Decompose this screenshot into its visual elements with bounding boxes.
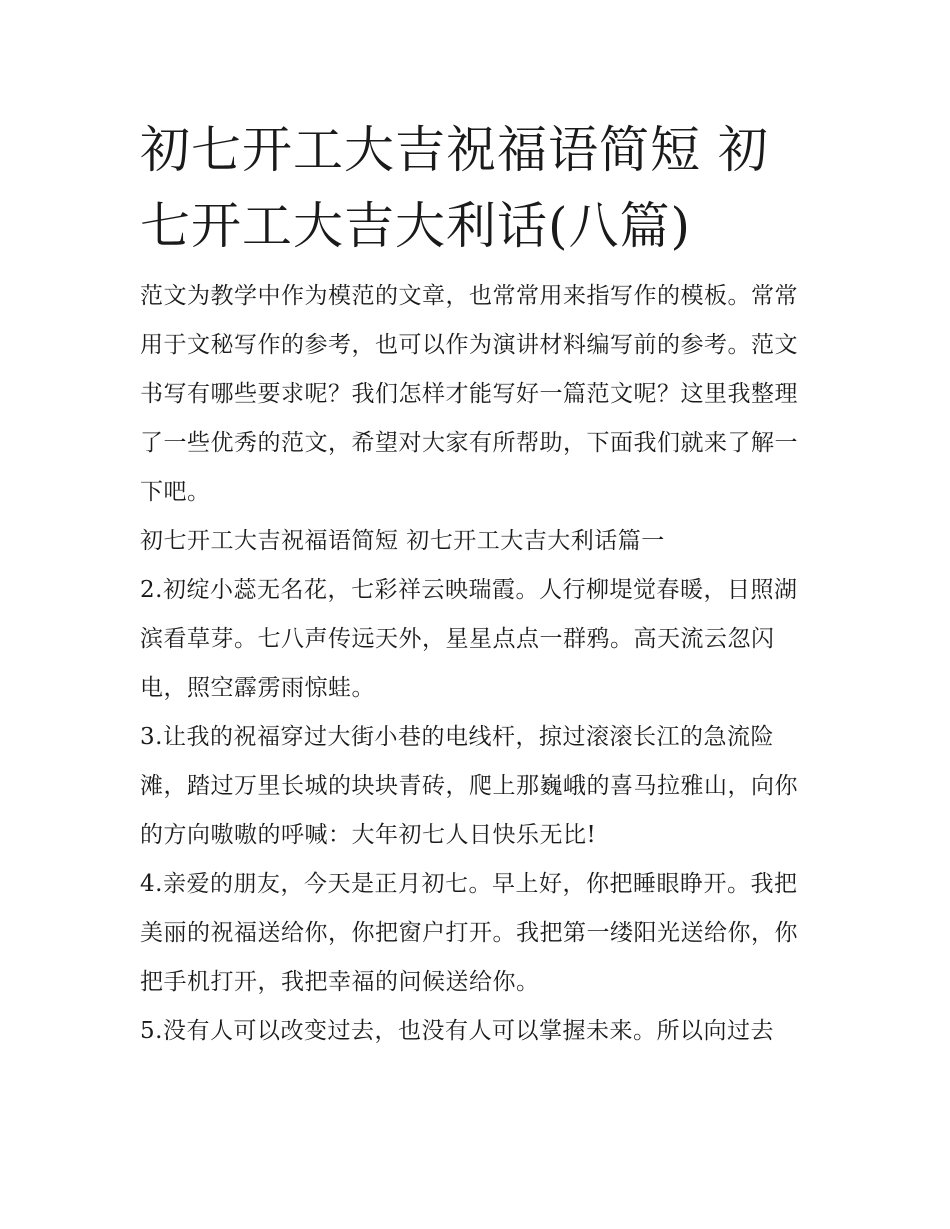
blessing-paragraph-2: 2.初绽小蕊无名花，七彩祥云映瑞霞。人行柳堤觉春暖，日照湖滨看草芽。七八声传远天外，星星点点一群鸦。高天流云忽闪电，照空霹雳雨惊蛙。 bbox=[140, 577, 798, 701]
intro-paragraph: 范文为教学中作为模范的文章，也常常用来指写作的模板。常常用于文秘写作的参考，也可以作为演讲材料编写前的参考。范文书写有哪些要求呢？我们怎样才能写好一篇范文呢？这里我整理了一些优秀的范文，希望对大家有所帮助，下面我们就来了解一下吧。 bbox=[140, 283, 798, 505]
section-heading: 初七开工大吉祝福语简短 初七开工大吉大利话篇一 bbox=[140, 528, 665, 554]
blessing-paragraph-3: 3.让我的祝福穿过大街小巷的电线杆，掠过滚滚长江的急流险滩，踏过万里长城的块块青砖，爬上那巍峨的喜马拉雅山，向你的方向嗷嗷的呼喊：大年初七人日快乐无比! bbox=[140, 724, 798, 848]
document-page bbox=[140, 112, 812, 1056]
blessing-paragraph-4: 4.亲爱的朋友，今天是正月初七。早上好，你把睡眼睁开。我把美丽的祝福送给你，你把窗户打开。我把第一缕阳光送给你，你把手机打开，我把幸福的问候送给你。 bbox=[140, 871, 798, 995]
document-title: 初七开工大吉祝福语简短 初七开工大吉大利话(八篇) bbox=[140, 121, 769, 255]
blessing-paragraph-5: 5.没有人可以改变过去，也没有人可以掌握未来。所以向过去 bbox=[140, 1018, 774, 1044]
